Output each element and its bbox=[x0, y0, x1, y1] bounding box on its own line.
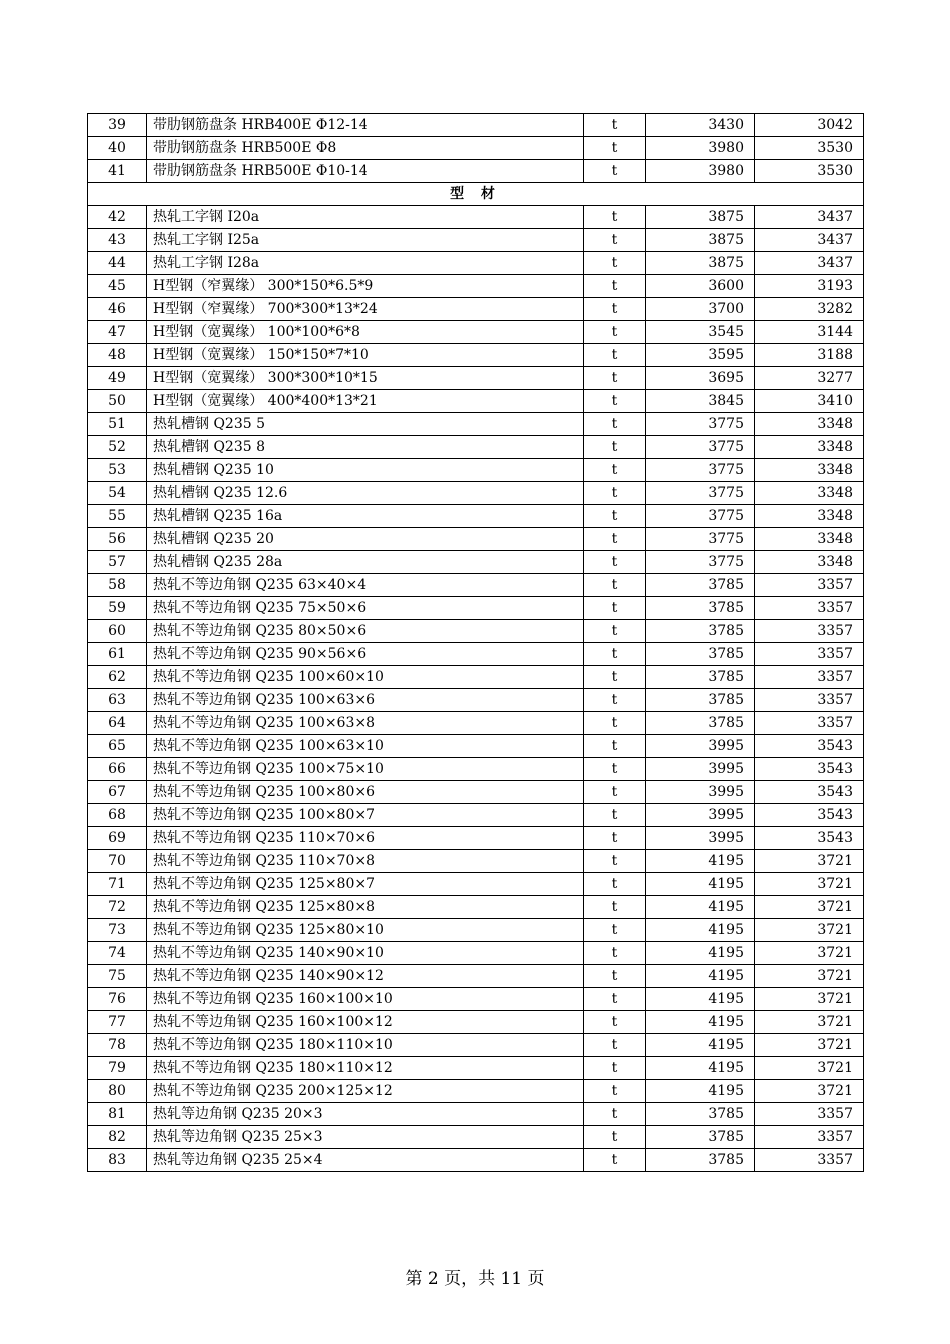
table-row bbox=[88, 942, 864, 965]
unit-cell: t bbox=[584, 551, 646, 574]
price-cell-1: 3995 bbox=[646, 804, 755, 827]
row-number: 77 bbox=[88, 1011, 147, 1034]
price-cell-2: 3188 bbox=[755, 344, 864, 367]
unit-cell: t bbox=[584, 689, 646, 712]
table-row bbox=[88, 413, 864, 436]
price-cell-2: 3348 bbox=[755, 528, 864, 551]
table-row bbox=[88, 781, 864, 804]
table-row bbox=[88, 482, 864, 505]
row-number: 53 bbox=[88, 459, 147, 482]
price-cell-1: 3980 bbox=[646, 160, 755, 183]
unit-cell: t bbox=[584, 137, 646, 160]
item-name: 热轧不等边角钢 Q235 80×50×6 bbox=[147, 620, 584, 643]
price-cell-1: 3785 bbox=[646, 597, 755, 620]
price-cell-1: 3875 bbox=[646, 252, 755, 275]
item-name: 热轧不等边角钢 Q235 90×56×6 bbox=[147, 643, 584, 666]
table-row bbox=[88, 1034, 864, 1057]
row-number: 42 bbox=[88, 206, 147, 229]
row-number: 52 bbox=[88, 436, 147, 459]
table-row bbox=[88, 712, 864, 735]
price-cell-1: 4195 bbox=[646, 1034, 755, 1057]
table-row bbox=[88, 689, 864, 712]
item-name: 热轧不等边角钢 Q235 200×125×12 bbox=[147, 1080, 584, 1103]
table-row bbox=[88, 643, 864, 666]
table-body-top bbox=[88, 114, 864, 183]
item-name: 热轧等边角钢 Q235 25×4 bbox=[147, 1149, 584, 1172]
item-name: H型钢（宽翼缘） 150*150*7*10 bbox=[147, 344, 584, 367]
unit-cell: t bbox=[584, 505, 646, 528]
item-name: 带肋钢筋盘条 HRB500E Φ10-14 bbox=[147, 160, 584, 183]
row-number: 80 bbox=[88, 1080, 147, 1103]
unit-cell: t bbox=[584, 735, 646, 758]
unit-cell: t bbox=[584, 988, 646, 1011]
price-cell-2: 3721 bbox=[755, 850, 864, 873]
table-row bbox=[88, 298, 864, 321]
price-cell-2: 3543 bbox=[755, 735, 864, 758]
item-name: 热轧不等边角钢 Q235 140×90×10 bbox=[147, 942, 584, 965]
item-name: H型钢（窄翼缘） 300*150*6.5*9 bbox=[147, 275, 584, 298]
unit-cell: t bbox=[584, 942, 646, 965]
price-cell-1: 3875 bbox=[646, 206, 755, 229]
table-row bbox=[88, 229, 864, 252]
item-name: 热轧不等边角钢 Q235 140×90×12 bbox=[147, 965, 584, 988]
price-cell-1: 3785 bbox=[646, 620, 755, 643]
table-body-bottom bbox=[88, 206, 864, 1172]
price-cell-1: 4195 bbox=[646, 1080, 755, 1103]
row-number: 39 bbox=[88, 114, 147, 137]
row-number: 75 bbox=[88, 965, 147, 988]
price-cell-2: 3721 bbox=[755, 965, 864, 988]
price-cell-2: 3721 bbox=[755, 1080, 864, 1103]
row-number: 70 bbox=[88, 850, 147, 873]
price-cell-1: 3995 bbox=[646, 758, 755, 781]
price-cell-1: 4195 bbox=[646, 1057, 755, 1080]
price-cell-1: 3785 bbox=[646, 712, 755, 735]
price-cell-1: 3695 bbox=[646, 367, 755, 390]
price-cell-2: 3530 bbox=[755, 137, 864, 160]
unit-cell: t bbox=[584, 643, 646, 666]
item-name: 热轧不等边角钢 Q235 75×50×6 bbox=[147, 597, 584, 620]
table-row bbox=[88, 919, 864, 942]
row-number: 58 bbox=[88, 574, 147, 597]
price-cell-1: 4195 bbox=[646, 988, 755, 1011]
price-cell-2: 3277 bbox=[755, 367, 864, 390]
unit-cell: t bbox=[584, 482, 646, 505]
item-name: 热轧槽钢 Q235 10 bbox=[147, 459, 584, 482]
price-cell-1: 4195 bbox=[646, 919, 755, 942]
unit-cell: t bbox=[584, 919, 646, 942]
price-cell-1: 3775 bbox=[646, 482, 755, 505]
unit-cell: t bbox=[584, 1034, 646, 1057]
price-cell-2: 3193 bbox=[755, 275, 864, 298]
row-number: 50 bbox=[88, 390, 147, 413]
table-row bbox=[88, 758, 864, 781]
price-cell-1: 3775 bbox=[646, 528, 755, 551]
table-row bbox=[88, 275, 864, 298]
row-number: 76 bbox=[88, 988, 147, 1011]
item-name: 热轧不等边角钢 Q235 180×110×10 bbox=[147, 1034, 584, 1057]
unit-cell: t bbox=[584, 873, 646, 896]
row-number: 81 bbox=[88, 1103, 147, 1126]
row-number: 67 bbox=[88, 781, 147, 804]
row-number: 44 bbox=[88, 252, 147, 275]
unit-cell: t bbox=[584, 344, 646, 367]
item-name: 带肋钢筋盘条 HRB400E Φ12-14 bbox=[147, 114, 584, 137]
price-cell-1: 4195 bbox=[646, 965, 755, 988]
table-row bbox=[88, 390, 864, 413]
item-name: 热轧槽钢 Q235 8 bbox=[147, 436, 584, 459]
row-number: 69 bbox=[88, 827, 147, 850]
table-row bbox=[88, 436, 864, 459]
item-name: 热轧不等边角钢 Q235 180×110×12 bbox=[147, 1057, 584, 1080]
price-cell-2: 3543 bbox=[755, 758, 864, 781]
price-cell-2: 3437 bbox=[755, 206, 864, 229]
table-row bbox=[88, 873, 864, 896]
price-cell-1: 3600 bbox=[646, 275, 755, 298]
price-cell-2: 3348 bbox=[755, 436, 864, 459]
row-number: 40 bbox=[88, 137, 147, 160]
row-number: 66 bbox=[88, 758, 147, 781]
unit-cell: t bbox=[584, 758, 646, 781]
row-number: 72 bbox=[88, 896, 147, 919]
price-cell-2: 3543 bbox=[755, 781, 864, 804]
row-number: 61 bbox=[88, 643, 147, 666]
row-number: 46 bbox=[88, 298, 147, 321]
row-number: 55 bbox=[88, 505, 147, 528]
price-cell-2: 3721 bbox=[755, 919, 864, 942]
row-number: 63 bbox=[88, 689, 147, 712]
unit-cell: t bbox=[584, 390, 646, 413]
table-row bbox=[88, 1080, 864, 1103]
unit-cell: t bbox=[584, 160, 646, 183]
item-name: 热轧不等边角钢 Q235 100×60×10 bbox=[147, 666, 584, 689]
price-cell-1: 3775 bbox=[646, 413, 755, 436]
price-cell-1: 3785 bbox=[646, 689, 755, 712]
price-cell-1: 3785 bbox=[646, 643, 755, 666]
item-name: 热轧槽钢 Q235 28a bbox=[147, 551, 584, 574]
unit-cell: t bbox=[584, 1011, 646, 1034]
table-row bbox=[88, 896, 864, 919]
price-cell-2: 3721 bbox=[755, 1034, 864, 1057]
row-number: 82 bbox=[88, 1126, 147, 1149]
table-row bbox=[88, 1103, 864, 1126]
row-number: 64 bbox=[88, 712, 147, 735]
row-number: 56 bbox=[88, 528, 147, 551]
row-number: 73 bbox=[88, 919, 147, 942]
unit-cell: t bbox=[584, 275, 646, 298]
table-row bbox=[88, 551, 864, 574]
price-cell-1: 3785 bbox=[646, 666, 755, 689]
price-cell-2: 3042 bbox=[755, 114, 864, 137]
row-number: 41 bbox=[88, 160, 147, 183]
price-cell-2: 3357 bbox=[755, 666, 864, 689]
price-cell-1: 3595 bbox=[646, 344, 755, 367]
unit-cell: t bbox=[584, 896, 646, 919]
price-cell-1: 3980 bbox=[646, 137, 755, 160]
unit-cell: t bbox=[584, 321, 646, 344]
unit-cell: t bbox=[584, 206, 646, 229]
price-cell-1: 3995 bbox=[646, 781, 755, 804]
unit-cell: t bbox=[584, 528, 646, 551]
table-row bbox=[88, 252, 864, 275]
section-row bbox=[88, 183, 864, 206]
price-table bbox=[87, 113, 864, 1172]
item-name: 热轧槽钢 Q235 16a bbox=[147, 505, 584, 528]
price-cell-2: 3437 bbox=[755, 229, 864, 252]
row-number: 65 bbox=[88, 735, 147, 758]
price-cell-1: 3430 bbox=[646, 114, 755, 137]
item-name: 热轧不等边角钢 Q235 125×80×8 bbox=[147, 896, 584, 919]
price-cell-1: 4195 bbox=[646, 850, 755, 873]
item-name: 热轧不等边角钢 Q235 125×80×10 bbox=[147, 919, 584, 942]
price-cell-2: 3357 bbox=[755, 1103, 864, 1126]
row-number: 71 bbox=[88, 873, 147, 896]
row-number: 83 bbox=[88, 1149, 147, 1172]
row-number: 57 bbox=[88, 551, 147, 574]
price-cell-1: 3775 bbox=[646, 436, 755, 459]
table-row bbox=[88, 321, 864, 344]
table-row bbox=[88, 1126, 864, 1149]
table-row bbox=[88, 1149, 864, 1172]
unit-cell: t bbox=[584, 436, 646, 459]
unit-cell: t bbox=[584, 574, 646, 597]
price-cell-2: 3357 bbox=[755, 597, 864, 620]
table-row bbox=[88, 1011, 864, 1034]
price-cell-1: 4195 bbox=[646, 1011, 755, 1034]
page-footer: 第 2 页，共 11 页 bbox=[405, 1269, 545, 1289]
unit-cell: t bbox=[584, 298, 646, 321]
unit-cell: t bbox=[584, 597, 646, 620]
price-cell-2: 3357 bbox=[755, 712, 864, 735]
table-row bbox=[88, 988, 864, 1011]
item-name: 热轧不等边角钢 Q235 110×70×8 bbox=[147, 850, 584, 873]
unit-cell: t bbox=[584, 712, 646, 735]
item-name: H型钢（宽翼缘） 300*300*10*15 bbox=[147, 367, 584, 390]
table-row bbox=[88, 528, 864, 551]
price-cell-1: 3775 bbox=[646, 459, 755, 482]
unit-cell: t bbox=[584, 1057, 646, 1080]
section-title: 型 材 bbox=[88, 183, 864, 206]
table-row bbox=[88, 597, 864, 620]
price-cell-1: 4195 bbox=[646, 873, 755, 896]
table-row bbox=[88, 850, 864, 873]
item-name: 热轧不等边角钢 Q235 110×70×6 bbox=[147, 827, 584, 850]
table-row bbox=[88, 160, 864, 183]
unit-cell: t bbox=[584, 114, 646, 137]
unit-cell: t bbox=[584, 850, 646, 873]
item-name: 热轧工字钢 I20a bbox=[147, 206, 584, 229]
price-cell-2: 3721 bbox=[755, 1057, 864, 1080]
item-name: 热轧槽钢 Q235 12.6 bbox=[147, 482, 584, 505]
row-number: 43 bbox=[88, 229, 147, 252]
price-cell-1: 3845 bbox=[646, 390, 755, 413]
item-name: 热轧工字钢 I25a bbox=[147, 229, 584, 252]
price-cell-2: 3348 bbox=[755, 459, 864, 482]
table-row bbox=[88, 1057, 864, 1080]
row-number: 74 bbox=[88, 942, 147, 965]
unit-cell: t bbox=[584, 1080, 646, 1103]
price-cell-2: 3348 bbox=[755, 551, 864, 574]
unit-cell: t bbox=[584, 827, 646, 850]
price-cell-2: 3357 bbox=[755, 1126, 864, 1149]
price-cell-2: 3357 bbox=[755, 689, 864, 712]
price-cell-1: 3785 bbox=[646, 1126, 755, 1149]
item-name: 热轧不等边角钢 Q235 63×40×4 bbox=[147, 574, 584, 597]
price-cell-2: 3357 bbox=[755, 620, 864, 643]
price-cell-2: 3721 bbox=[755, 896, 864, 919]
item-name: 热轧不等边角钢 Q235 160×100×12 bbox=[147, 1011, 584, 1034]
table-row bbox=[88, 804, 864, 827]
unit-cell: t bbox=[584, 252, 646, 275]
price-cell-2: 3721 bbox=[755, 1011, 864, 1034]
row-number: 51 bbox=[88, 413, 147, 436]
table-row bbox=[88, 505, 864, 528]
price-cell-2: 3530 bbox=[755, 160, 864, 183]
unit-cell: t bbox=[584, 781, 646, 804]
table-row bbox=[88, 206, 864, 229]
unit-cell: t bbox=[584, 666, 646, 689]
row-number: 59 bbox=[88, 597, 147, 620]
row-number: 62 bbox=[88, 666, 147, 689]
row-number: 45 bbox=[88, 275, 147, 298]
price-cell-1: 4195 bbox=[646, 942, 755, 965]
table-row bbox=[88, 114, 864, 137]
price-cell-1: 3700 bbox=[646, 298, 755, 321]
unit-cell: t bbox=[584, 1103, 646, 1126]
item-name: 热轧不等边角钢 Q235 100×80×7 bbox=[147, 804, 584, 827]
price-cell-1: 3995 bbox=[646, 735, 755, 758]
price-cell-1: 3775 bbox=[646, 505, 755, 528]
item-name: 热轧不等边角钢 Q235 100×80×6 bbox=[147, 781, 584, 804]
price-cell-2: 3357 bbox=[755, 643, 864, 666]
price-cell-2: 3410 bbox=[755, 390, 864, 413]
price-cell-2: 3721 bbox=[755, 988, 864, 1011]
price-cell-1: 3775 bbox=[646, 551, 755, 574]
unit-cell: t bbox=[584, 459, 646, 482]
item-name: 热轧工字钢 I28a bbox=[147, 252, 584, 275]
price-cell-1: 3875 bbox=[646, 229, 755, 252]
item-name: 热轧槽钢 Q235 5 bbox=[147, 413, 584, 436]
item-name: 热轧等边角钢 Q235 25×3 bbox=[147, 1126, 584, 1149]
unit-cell: t bbox=[584, 620, 646, 643]
row-number: 47 bbox=[88, 321, 147, 344]
price-cell-2: 3721 bbox=[755, 873, 864, 896]
item-name: H型钢（宽翼缘） 100*100*6*8 bbox=[147, 321, 584, 344]
item-name: 热轧等边角钢 Q235 20×3 bbox=[147, 1103, 584, 1126]
price-cell-1: 4195 bbox=[646, 896, 755, 919]
price-cell-2: 3543 bbox=[755, 827, 864, 850]
unit-cell: t bbox=[584, 1149, 646, 1172]
price-cell-1: 3995 bbox=[646, 827, 755, 850]
price-cell-2: 3348 bbox=[755, 482, 864, 505]
item-name: 热轧不等边角钢 Q235 100×63×8 bbox=[147, 712, 584, 735]
table-row bbox=[88, 666, 864, 689]
table-row bbox=[88, 137, 864, 160]
row-number: 68 bbox=[88, 804, 147, 827]
item-name: 热轧不等边角钢 Q235 100×63×10 bbox=[147, 735, 584, 758]
item-name: H型钢（窄翼缘） 700*300*13*24 bbox=[147, 298, 584, 321]
price-cell-2: 3282 bbox=[755, 298, 864, 321]
unit-cell: t bbox=[584, 413, 646, 436]
row-number: 78 bbox=[88, 1034, 147, 1057]
price-cell-1: 3545 bbox=[646, 321, 755, 344]
price-cell-2: 3144 bbox=[755, 321, 864, 344]
item-name: 热轧不等边角钢 Q235 100×63×6 bbox=[147, 689, 584, 712]
item-name: 热轧不等边角钢 Q235 100×75×10 bbox=[147, 758, 584, 781]
table-row bbox=[88, 827, 864, 850]
price-cell-2: 3357 bbox=[755, 1149, 864, 1172]
item-name: 热轧不等边角钢 Q235 160×100×10 bbox=[147, 988, 584, 1011]
price-cell-2: 3357 bbox=[755, 574, 864, 597]
row-number: 48 bbox=[88, 344, 147, 367]
table-row bbox=[88, 965, 864, 988]
price-cell-2: 3348 bbox=[755, 505, 864, 528]
row-number: 49 bbox=[88, 367, 147, 390]
unit-cell: t bbox=[584, 804, 646, 827]
price-cell-2: 3437 bbox=[755, 252, 864, 275]
table-row bbox=[88, 574, 864, 597]
price-cell-1: 3785 bbox=[646, 574, 755, 597]
table-row bbox=[88, 459, 864, 482]
price-cell-1: 3785 bbox=[646, 1103, 755, 1126]
row-number: 54 bbox=[88, 482, 147, 505]
item-name: 热轧不等边角钢 Q235 125×80×7 bbox=[147, 873, 584, 896]
table-row bbox=[88, 620, 864, 643]
price-cell-1: 3785 bbox=[646, 1149, 755, 1172]
unit-cell: t bbox=[584, 1126, 646, 1149]
price-cell-2: 3348 bbox=[755, 413, 864, 436]
item-name: 带肋钢筋盘条 HRB500E Φ8 bbox=[147, 137, 584, 160]
item-name: 热轧槽钢 Q235 20 bbox=[147, 528, 584, 551]
unit-cell: t bbox=[584, 367, 646, 390]
table-row bbox=[88, 735, 864, 758]
row-number: 79 bbox=[88, 1057, 147, 1080]
unit-cell: t bbox=[584, 965, 646, 988]
table-section bbox=[88, 183, 864, 206]
price-cell-2: 3721 bbox=[755, 942, 864, 965]
row-number: 60 bbox=[88, 620, 147, 643]
item-name: H型钢（宽翼缘） 400*400*13*21 bbox=[147, 390, 584, 413]
table-row bbox=[88, 367, 864, 390]
price-cell-2: 3543 bbox=[755, 804, 864, 827]
table-row bbox=[88, 344, 864, 367]
unit-cell: t bbox=[584, 229, 646, 252]
